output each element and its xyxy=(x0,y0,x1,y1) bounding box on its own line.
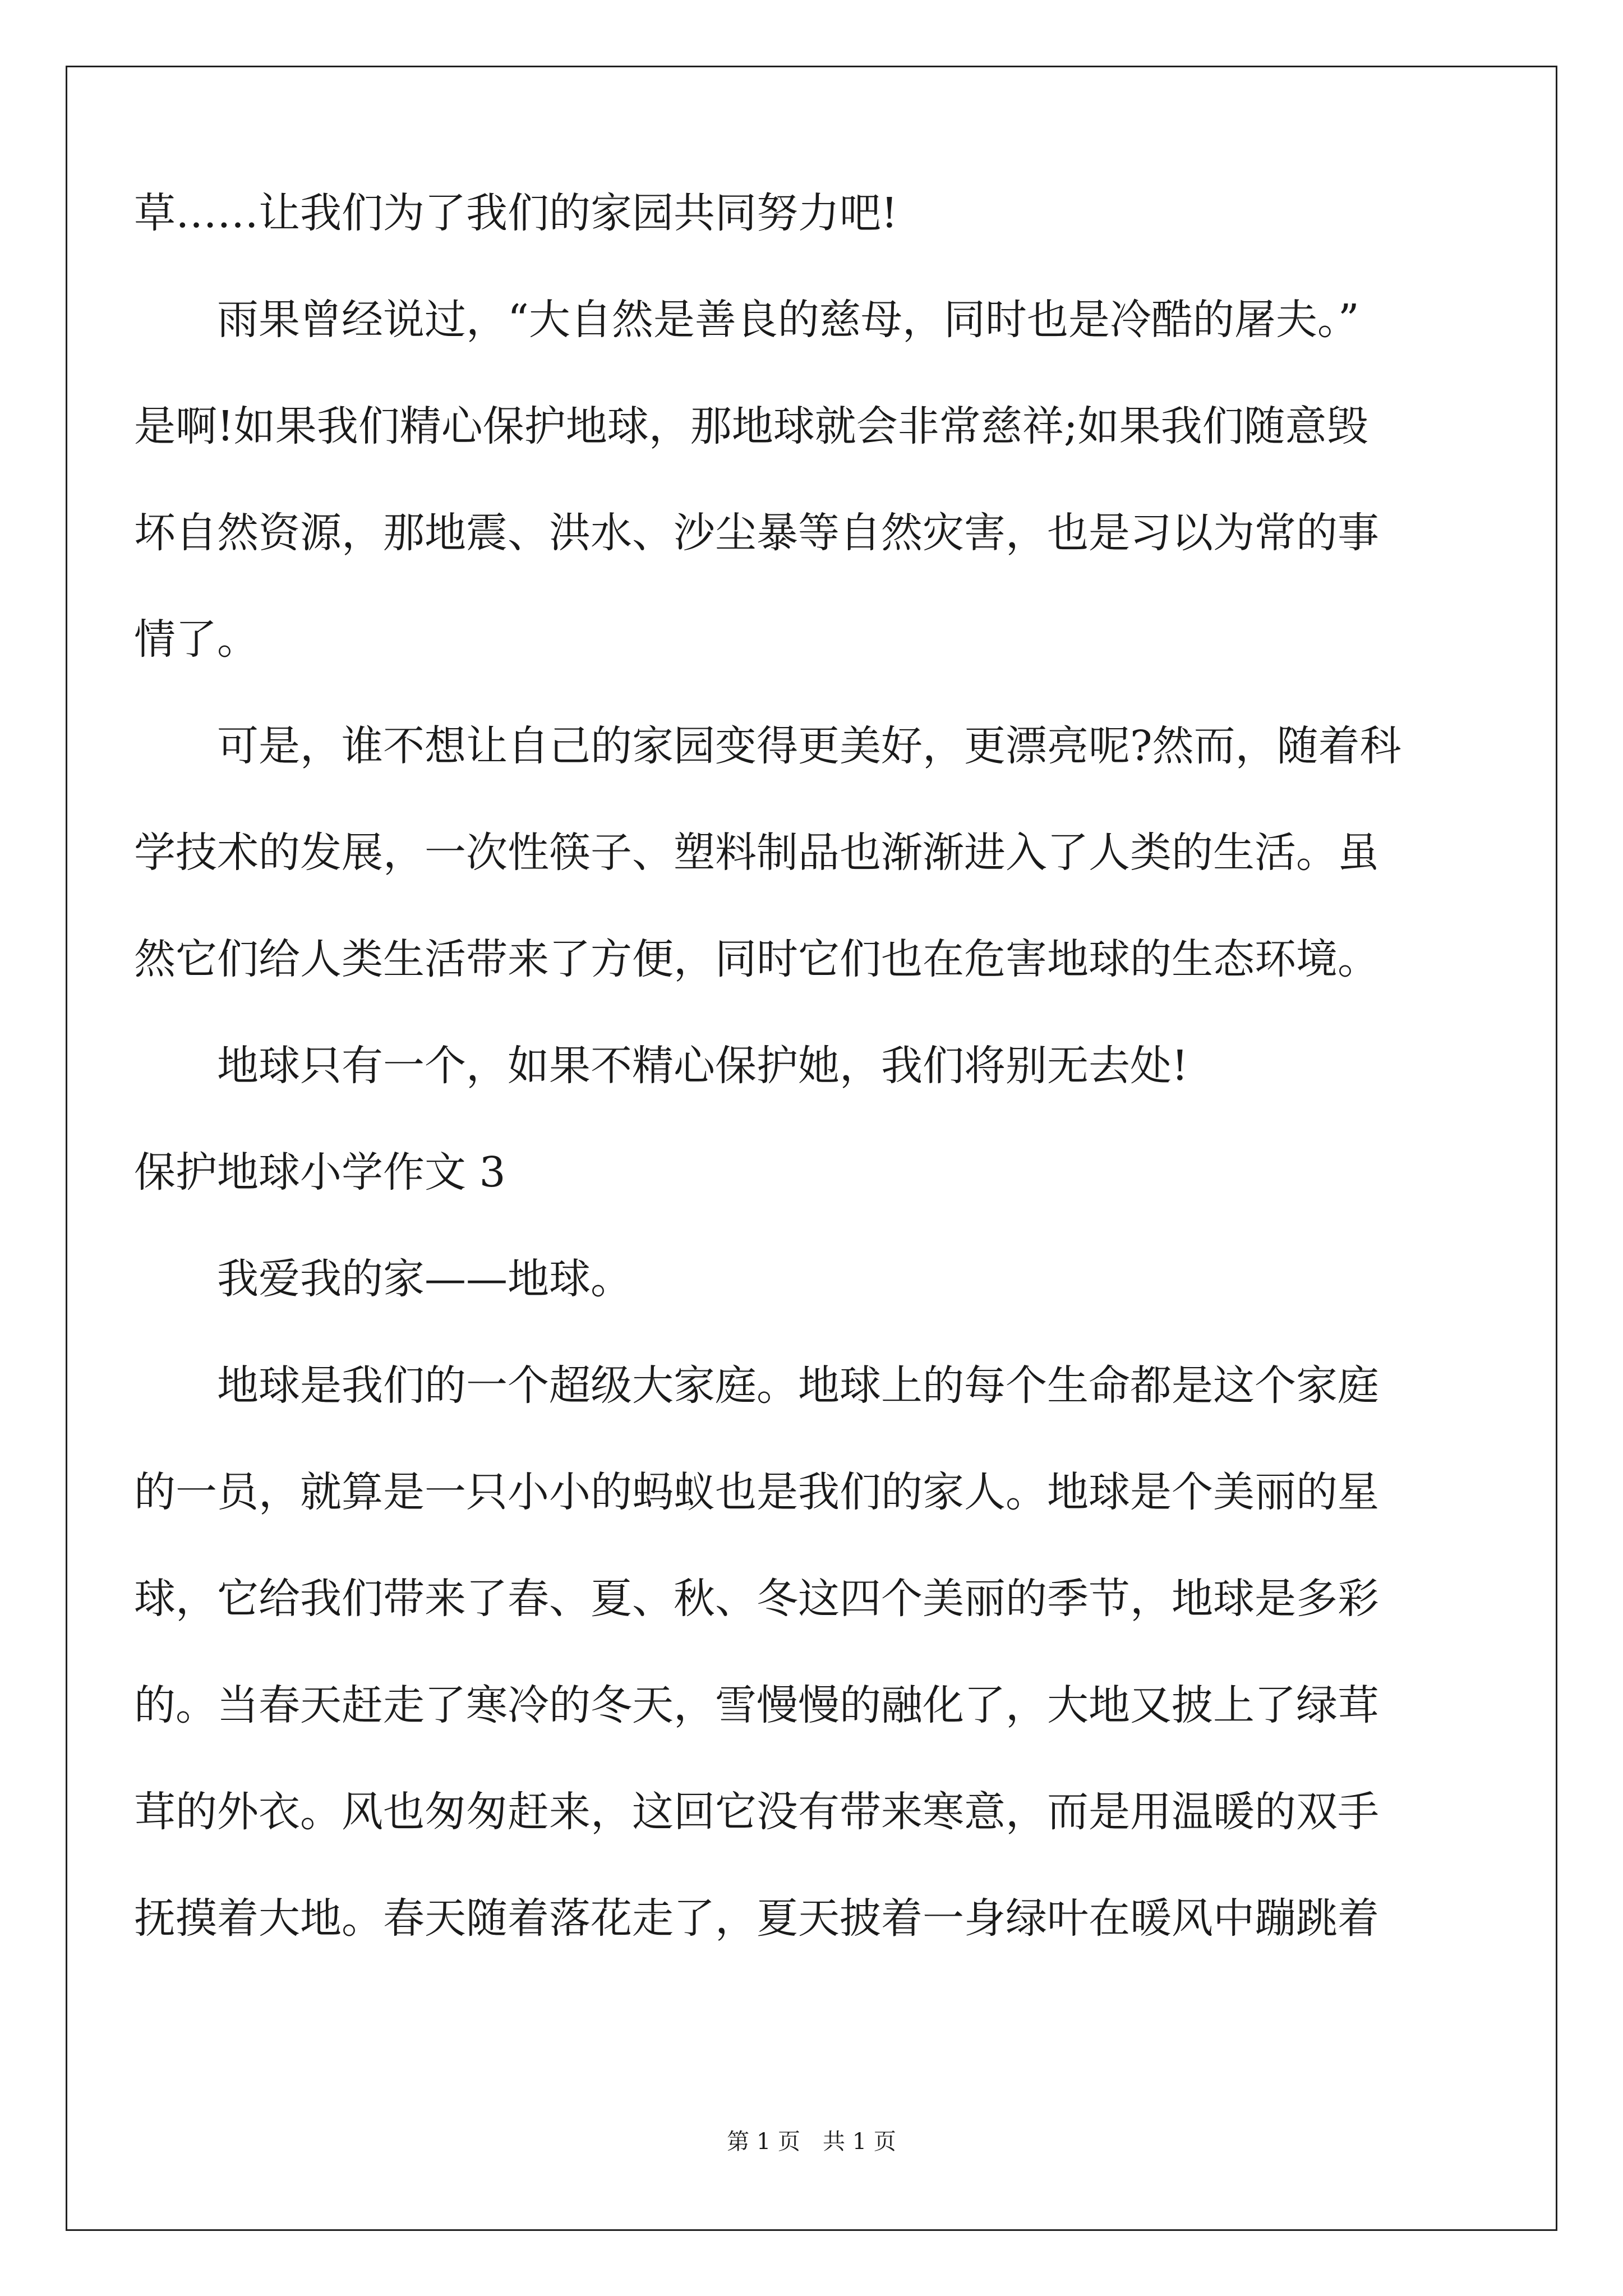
text-line: 草……让我们为了我们的家园共同努力吧! xyxy=(134,189,898,237)
page-number: 第 1 页 xyxy=(727,2129,800,2155)
paragraph-start-line: 可是，谁不想让自己的家园变得更美好，更漂亮呢?然而，随着科 xyxy=(217,722,1401,770)
paragraph-start-line: 我爱我的家——地球。 xyxy=(217,1255,632,1303)
paragraph-start-line: 雨果曾经说过，“大自然是善良的慈母，同时也是冷酷的屠夫。” xyxy=(217,296,1359,344)
text-line: 抚摸着大地。春天随着落花走了，夏天披着一身绿叶在暖风中蹦跳着 xyxy=(134,1894,1379,1943)
section-heading: 保护地球小学作文 3 xyxy=(134,1148,506,1197)
text-line: 的一员，就算是一只小小的蚂蚁也是我们的家人。地球是个美丽的星 xyxy=(134,1468,1379,1516)
paragraph-start-line: 地球是我们的一个超级大家庭。地球上的每个生命都是这个家庭 xyxy=(217,1361,1379,1410)
text-line: 茸的外衣。风也匆匆赶来，这回它没有带来寒意，而是用温暖的双手 xyxy=(134,1788,1379,1836)
page-footer xyxy=(0,2125,1623,2159)
text-line: 坏自然资源，那地震、洪水、沙尘暴等自然灾害，也是习以为常的事 xyxy=(134,509,1379,557)
text-line: 球，它给我们带来了春、夏、秋、冬这四个美丽的季节，地球是多彩 xyxy=(134,1575,1379,1623)
paragraph-start-line: 地球只有一个，如果不精心保护她，我们将别无去处! xyxy=(217,1042,1188,1090)
text-line: 然它们给人类生活带来了方便，同时它们也在危害地球的生态环境。 xyxy=(134,935,1379,983)
text-line: 的。当春天赶走了寒冷的冬天，雪慢慢的融化了，大地又披上了绿茸 xyxy=(134,1681,1379,1729)
text-line: 是啊!如果我们精心保护地球，那地球就会非常慈祥;如果我们随意毁 xyxy=(134,402,1368,450)
text-line: 情了。 xyxy=(134,615,259,664)
text-line: 学技术的发展，一次性筷子、塑料制品也渐渐进入了人类的生活。虽 xyxy=(134,829,1379,877)
page-total: 共 1 页 xyxy=(823,2129,896,2155)
